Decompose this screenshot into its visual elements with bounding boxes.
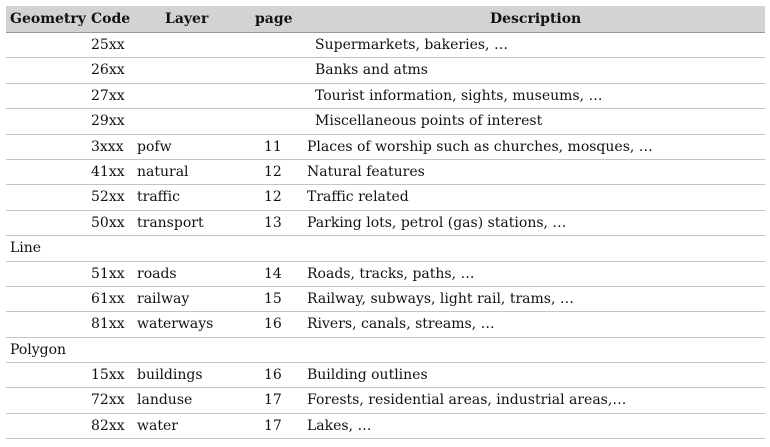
cell-description: Places of worship such as churches, mosques, …	[307, 138, 653, 155]
table-header	[6, 6, 765, 33]
cell-page: 15	[264, 290, 282, 307]
table-row	[6, 33, 765, 58]
cell-code: 3xxx	[91, 138, 124, 155]
cell-code: 52xx	[91, 189, 125, 206]
cell-description: Tourist information, sights, museums, …	[315, 87, 603, 104]
cell-page: 17	[264, 417, 282, 434]
cell-layer: transport	[137, 214, 204, 231]
cell-page: 16	[264, 316, 282, 333]
cell-geometry: Polygon	[10, 341, 67, 358]
cell-page: 17	[264, 392, 282, 409]
cell-description: Banks and atms	[315, 62, 428, 79]
table-row	[6, 414, 765, 439]
cell-code: 82xx	[91, 417, 125, 434]
cell-code: 41xx	[91, 163, 125, 180]
header-page: page	[255, 11, 293, 27]
cell-code: 50xx	[91, 214, 125, 231]
header-geometry: Geometry	[10, 11, 86, 27]
cell-layer: natural	[137, 163, 189, 180]
cell-code: 72xx	[91, 392, 125, 409]
cell-code: 29xx	[91, 113, 125, 130]
cell-description: Rivers, canals, streams, …	[307, 316, 495, 333]
table-group-row	[6, 236, 765, 261]
table-row	[6, 211, 765, 236]
cell-code: 81xx	[91, 316, 125, 333]
cell-description: Forests, residential areas, industrial areas,…	[307, 392, 627, 409]
table-body	[6, 33, 765, 439]
cell-layer: water	[137, 417, 178, 434]
table-group-row	[6, 338, 765, 363]
table-row	[6, 109, 765, 134]
cell-page: 12	[264, 163, 282, 180]
table-row	[6, 58, 765, 83]
table-row	[6, 84, 765, 109]
cell-layer: pofw	[137, 138, 172, 155]
cell-description: Traffic related	[307, 189, 409, 206]
table-row	[6, 363, 765, 388]
header-code: Code	[91, 11, 131, 27]
layer-table	[6, 6, 765, 439]
table-row	[6, 388, 765, 413]
cell-layer: roads	[137, 265, 177, 282]
table-row	[6, 262, 765, 287]
cell-code: 61xx	[91, 290, 125, 307]
cell-code: 25xx	[91, 37, 125, 53]
table-row	[6, 312, 765, 337]
cell-layer: buildings	[137, 367, 203, 384]
cell-description: Railway, subways, light rail, trams, …	[307, 290, 574, 307]
cell-description: Supermarkets, bakeries, …	[315, 37, 508, 53]
table-row	[6, 185, 765, 210]
table-row	[6, 287, 765, 312]
cell-page: 12	[264, 189, 282, 206]
cell-code: 51xx	[91, 265, 125, 282]
cell-description: Natural features	[307, 163, 425, 180]
cell-page: 14	[264, 265, 282, 282]
header-description: Description	[490, 11, 582, 27]
cell-layer: landuse	[137, 392, 193, 409]
cell-code: 26xx	[91, 62, 125, 79]
cell-layer: railway	[137, 290, 190, 307]
cell-description: Roads, tracks, paths, …	[307, 265, 475, 282]
cell-description: Building outlines	[307, 367, 428, 384]
cell-layer: waterways	[137, 316, 214, 333]
cell-description: Miscellaneous points of interest	[315, 113, 543, 130]
cell-description: Parking lots, petrol (gas) stations, …	[307, 214, 567, 231]
cell-code: 27xx	[91, 87, 125, 104]
cell-description: Lakes, …	[307, 417, 372, 434]
cell-page: 11	[264, 138, 282, 155]
cell-geometry: Line	[10, 240, 42, 257]
header-layer: Layer	[165, 11, 209, 27]
cell-page: 13	[264, 214, 282, 231]
cell-page: 16	[264, 367, 282, 384]
table-row	[6, 135, 765, 160]
table-row	[6, 160, 765, 185]
cell-code: 15xx	[91, 367, 125, 384]
cell-layer: traffic	[137, 189, 180, 206]
